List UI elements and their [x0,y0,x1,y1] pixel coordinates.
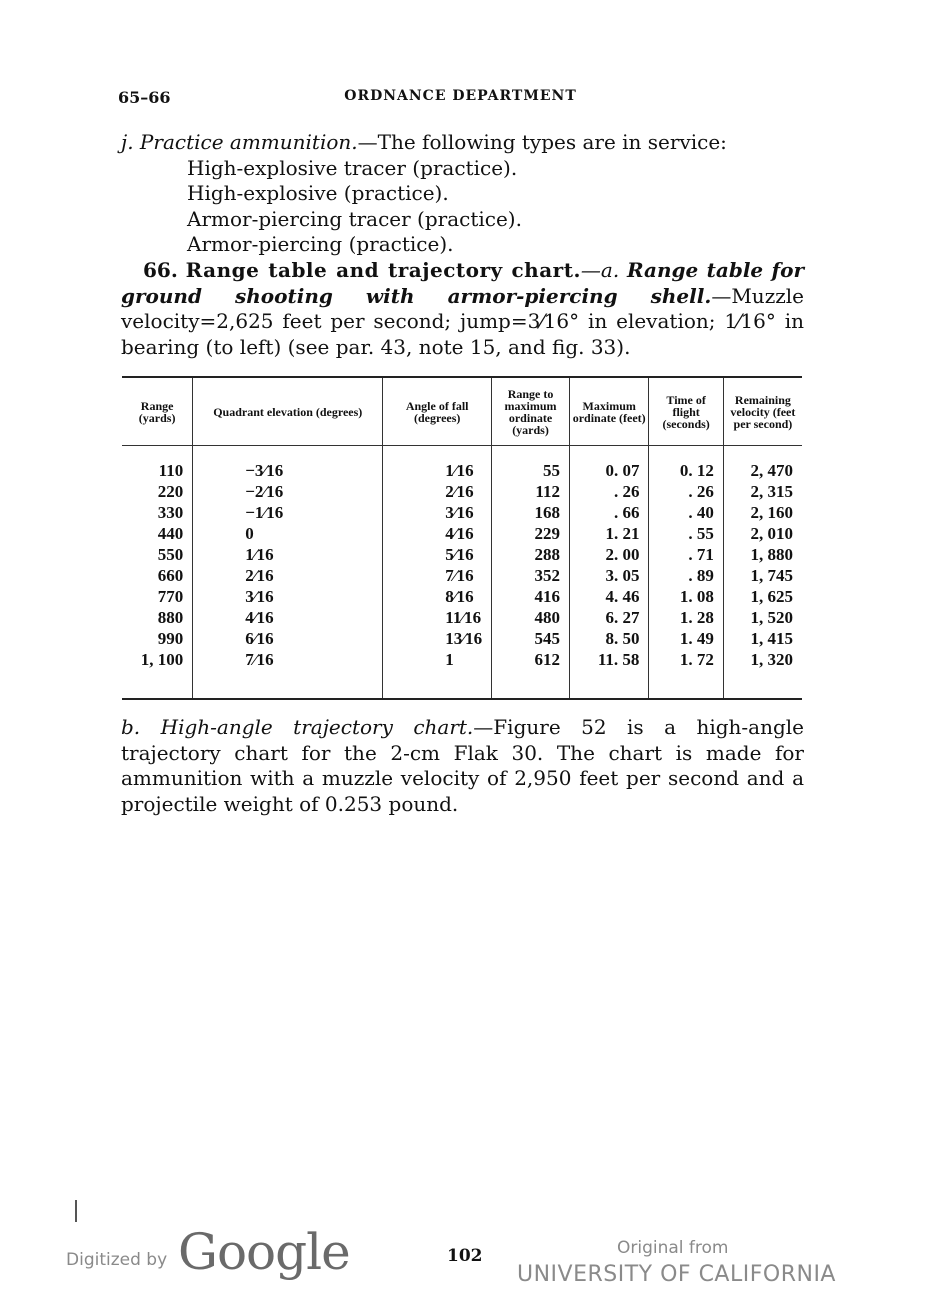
cell-range: 440 [157,524,184,543]
cell-angle-of-fall: 7⁄16 [383,565,492,586]
cell-range-to-max-ordinate: 229 [492,523,570,544]
cell-range-to-max-ordinate: 416 [492,586,570,607]
cell-angle-of-fall: 1 [383,649,492,670]
running-header [118,88,803,110]
cell-quadrant-elevation: 7⁄16 [193,649,383,670]
cell-time-of-flight: 1. 49 [649,628,723,649]
para-b-heading: High-angle trajectory chart. [160,715,474,739]
paragraph-j [121,130,804,258]
cell-angle-of-fall: 3⁄16 [383,502,492,523]
cell-remaining-velocity: 1, 415 [723,628,802,649]
ammo-type-item: Armor-piercing (practice). [187,232,454,256]
cell-quadrant-elevation: 1⁄16 [193,544,383,565]
cell-remaining-velocity: 1, 320 [723,649,802,670]
table-spacer [122,670,802,699]
cell-range: 880 [157,608,184,627]
cell-remaining-velocity: 1, 745 [723,565,802,586]
cell-remaining-velocity: 2, 160 [723,502,802,523]
cell-range: 1, 100 [140,650,184,669]
cell-quadrant-elevation: −1⁄16 [193,502,383,523]
para-b-label: b. [121,715,141,739]
table-row [122,481,802,502]
range-table [122,376,802,700]
table-row [122,628,802,649]
cell-range-to-max-ordinate: 168 [492,502,570,523]
table-row [122,502,802,523]
running-title: ORDNANCE DEPARTMENT [344,88,577,104]
para-b-text: —Figure 52 is a high-angle trajectory chart for the 2-cm Flak 30. The chart is made for ammunition with a muzzle velocity of 2,950 feet per second and a projectile weight of 0.253 pound. [121,715,805,816]
cell-remaining-velocity: 2, 470 [723,460,802,481]
table-row [122,565,802,586]
paragraph-66 [121,258,804,360]
cell-range: 660 [157,566,184,585]
cell-angle-of-fall: 11⁄16 [383,607,492,628]
cell-time-of-flight: . 40 [649,502,723,523]
cell-time-of-flight: 1. 28 [649,607,723,628]
header-angle-of-fall: Angle of fall (degrees) [383,377,492,446]
cell-maximum-ordinate: 0. 07 [569,460,648,481]
table-row [122,460,802,481]
cell-remaining-velocity: 1, 520 [723,607,802,628]
cell-quadrant-elevation: −3⁄16 [193,460,383,481]
cell-time-of-flight: . 55 [649,523,723,544]
cell-quadrant-elevation: 2⁄16 [193,565,383,586]
cell-remaining-velocity: 2, 315 [723,481,802,502]
para-66-number: 66. [143,258,178,282]
cell-range-to-max-ordinate: 55 [492,460,570,481]
cell-angle-of-fall: 8⁄16 [383,586,492,607]
google-logo: Google [178,1223,350,1281]
table-row [122,586,802,607]
digitized-by-label: Digitized by [66,1250,168,1270]
ammo-type-item: High-explosive (practice). [187,181,449,205]
cell-quadrant-elevation: 4⁄16 [193,607,383,628]
cell-range-to-max-ordinate: 352 [492,565,570,586]
cell-range-to-max-ordinate: 612 [492,649,570,670]
cell-angle-of-fall: 4⁄16 [383,523,492,544]
ammo-type-item: High-explosive tracer (practice). [187,155,518,180]
table-row [122,649,802,670]
cell-range: 550 [157,545,184,564]
page-number: 102 [447,1246,483,1266]
cell-range-to-max-ordinate: 288 [492,544,570,565]
cell-quadrant-elevation: 6⁄16 [193,628,383,649]
header-time-of-flight: Time of flight (seconds) [649,377,723,446]
cell-time-of-flight: . 26 [649,481,723,502]
table-row [122,523,802,544]
para-66-heading: Range table and trajectory chart. [185,258,581,282]
header-maximum-ordinate: Maximum ordinate (feet) [569,377,648,446]
para-j-heading: Practice ammunition. [139,130,358,154]
header-remaining-velocity: Remaining velocity (feet per second) [723,377,802,446]
table-header-row [122,377,802,446]
cell-range: 990 [157,629,184,648]
cell-maximum-ordinate: 1. 21 [569,523,648,544]
cell-range-to-max-ordinate: 112 [492,481,570,502]
cell-time-of-flight: 1. 08 [649,586,723,607]
header-quadrant-elevation: Quadrant elevation (degrees) [193,377,383,446]
table-spacer [122,446,802,461]
cell-time-of-flight: . 71 [649,544,723,565]
original-from-label: Original from [617,1238,729,1258]
table-row [122,607,802,628]
para-j-label: j. [121,130,134,154]
header-range: Range (yards) [122,377,193,446]
cell-quadrant-elevation: −2⁄16 [193,481,383,502]
cell-time-of-flight: 1. 72 [649,649,723,670]
cell-angle-of-fall: 13⁄16 [383,628,492,649]
cell-range-to-max-ordinate: 480 [492,607,570,628]
cell-range: 330 [157,503,184,522]
table-row [122,544,802,565]
cell-range: 110 [158,461,184,480]
cell-quadrant-elevation: 3⁄16 [193,586,383,607]
cell-angle-of-fall: 5⁄16 [383,544,492,565]
cell-maximum-ordinate: 2. 00 [569,544,648,565]
cell-maximum-ordinate: 4. 46 [569,586,648,607]
cell-remaining-velocity: 1, 625 [723,586,802,607]
para-66-text: —Muzzle velocity=2,625 feet per second; jump=3⁄16° in elevation; 1⁄16° in bearing (to left) (see par. 43, note 15, and fig. 33). [121,283,804,359]
cell-maximum-ordinate: . 66 [569,502,648,523]
cell-maximum-ordinate: 11. 58 [569,649,648,670]
cell-quadrant-elevation: 0 [193,523,383,544]
para-66-sub-heading: Range table for ground shooting with armor-piercing shell. [121,258,805,308]
cell-range: 770 [157,587,184,606]
cell-time-of-flight: 0. 12 [649,460,723,481]
cell-maximum-ordinate: 8. 50 [569,628,648,649]
para-66-sub-label: —a. [580,258,620,282]
paragraph-b [121,715,804,817]
cell-angle-of-fall: 1⁄16 [383,460,492,481]
cell-maximum-ordinate: 6. 27 [569,607,648,628]
cell-remaining-velocity: 2, 010 [723,523,802,544]
margin-mark [75,1200,77,1222]
section-numbers: 65–66 [118,88,171,107]
cell-angle-of-fall: 2⁄16 [383,481,492,502]
cell-time-of-flight: . 89 [649,565,723,586]
cell-range: 220 [157,482,184,501]
header-range-to-max-ordinate: Range to maximum ordinate (yards) [492,377,570,446]
cell-remaining-velocity: 1, 880 [723,544,802,565]
para-j-text: —The following types are in service: [357,130,727,154]
table-body [122,446,802,700]
cell-maximum-ordinate: 3. 05 [569,565,648,586]
university-label: UNIVERSITY OF CALIFORNIA [517,1262,836,1287]
cell-range-to-max-ordinate: 545 [492,628,570,649]
ammo-type-item: Armor-piercing tracer (practice). [187,206,522,231]
cell-maximum-ordinate: . 26 [569,481,648,502]
